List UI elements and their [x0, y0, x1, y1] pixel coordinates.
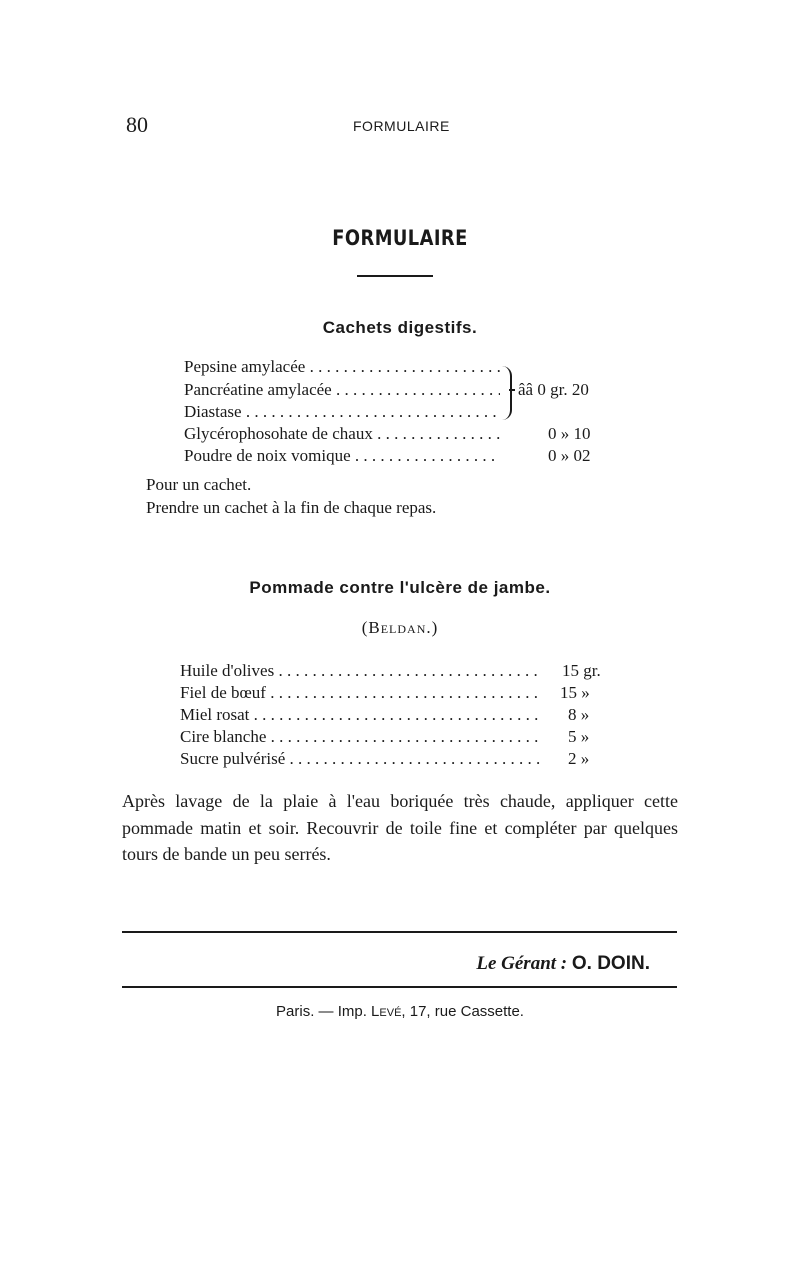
ingredient-name: Pepsine amylacée . . .: [184, 357, 500, 377]
page-number: 80: [126, 112, 148, 137]
section-heading-cachets: Cachets digestifs.: [322, 318, 478, 337]
signature: [476, 953, 650, 975]
attribution: (Beldan.): [361, 618, 439, 637]
ingredient-quantity: 15 gr.: [562, 661, 601, 680]
title-rule: [357, 275, 433, 277]
ingredient-quantity: 15 »: [560, 683, 590, 702]
running-title: FORMULAIRE: [353, 118, 450, 134]
signature-label: Le Gérant :: [476, 953, 568, 974]
imprint-address: , 17, rue Cassette.: [401, 1003, 524, 1020]
ingredient-name: Huile d'olives . . .: [180, 661, 540, 681]
ingredient-name: Pancréatine amylacée . . .: [184, 380, 500, 400]
ingredient-name: Poudre de noix vomique . . .: [184, 446, 500, 466]
grouping-brace: [500, 366, 512, 420]
ingredient-quantity: 8 »: [568, 705, 590, 724]
ingredient-quantity: 0 » 02: [548, 446, 591, 465]
ingredient-name: Cire blanche . . .: [180, 727, 540, 747]
imprint-printer: Levé: [371, 1003, 402, 1020]
footer-rule-top: [122, 931, 677, 933]
ingredient-quantity: 5 »: [568, 727, 590, 746]
ingredient-quantity: 2 »: [568, 749, 590, 768]
grouping-brace-tip: [509, 389, 515, 391]
ingredient-name: Sucre pulvérisé . . .: [180, 749, 540, 769]
imprint: [0, 1003, 800, 1020]
imprint-prefix: Paris. — Imp.: [276, 1003, 367, 1020]
section-heading-pommade: Pommade contre l'ulcère de jambe.: [249, 578, 551, 597]
usage-note: Prendre un cachet à la fin de chaque repas.: [146, 498, 437, 517]
ingredient-quantity: ââ 0 gr. 20: [518, 380, 589, 399]
ingredient-name: Glycérophosohate de chaux . . .: [184, 424, 500, 444]
ingredient-quantity: 0 » 10: [548, 424, 591, 443]
signature-name: O. DOIN.: [571, 953, 650, 974]
dosage-note: Pour un cachet.: [146, 475, 252, 494]
ingredient-name: Fiel de bœuf . . .: [180, 683, 540, 703]
ingredient-name: Miel rosat . . .: [180, 705, 540, 725]
instructions-paragraph: Après lavage de la plaie à l'eau boriquée très chaude, appliquer cette pommade matin et soir. Recouvrir de toile fine et compléter par quelques tours de bande un peu serrés.: [122, 791, 678, 864]
footer-rule-bottom: [122, 986, 677, 988]
page-title: FORMULAIRE: [332, 226, 468, 250]
ingredient-name: Diastase . . .: [184, 402, 500, 422]
